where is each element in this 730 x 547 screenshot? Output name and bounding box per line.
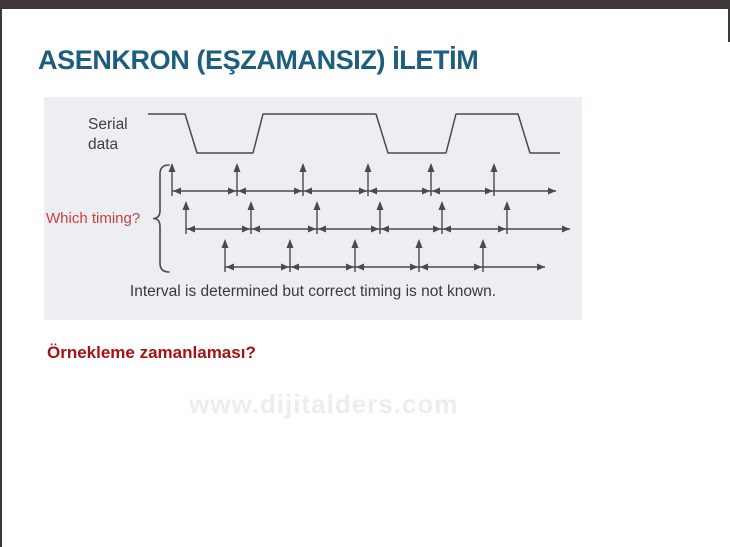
sampling-question-label: Örnekleme zamanlaması?	[47, 343, 256, 362]
serial-data-label-line2: data	[88, 136, 119, 153]
left-border-line	[0, 0, 2, 547]
diagram-caption: Interval is determined but correct timing is not known.	[129, 283, 497, 300]
top-accent-bar	[0, 0, 730, 9]
serial-data-label-line1: Serial	[88, 116, 128, 133]
which-timing-label: Which timing?	[46, 210, 141, 227]
watermark-text: www.dijitalders.com	[189, 389, 459, 419]
timing-diagram-panel	[44, 97, 582, 320]
serial-data-label	[88, 115, 128, 155]
page-title: ASENKRON (EŞZAMANSIZ) İLETİM	[38, 45, 479, 76]
